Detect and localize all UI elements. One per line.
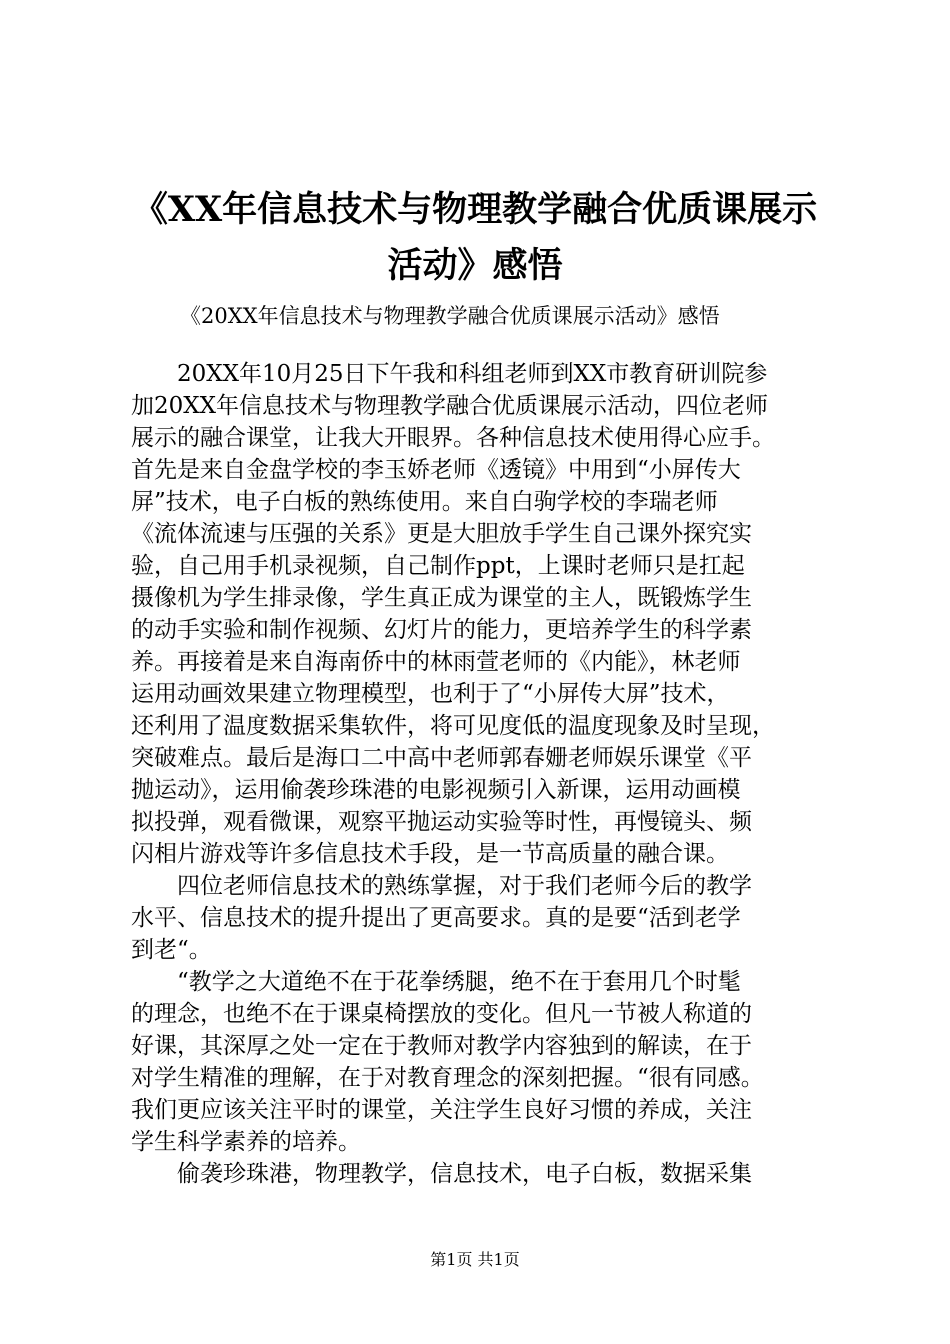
- document-title-line-2: 活动》感悟: [387, 245, 563, 286]
- body-line: 学生科学素养的培养。: [131, 1129, 361, 1155]
- body-line: 20XX年10月25日下午我和科组老师到XX市教育研训院参: [131, 361, 768, 387]
- body-line: 展示的融合课堂，让我大开眼界。各种信息技术使用得心应手。: [131, 425, 775, 451]
- body-line: 屏”技术，电子白板的熟练使用。来自白驹学校的李瑞老师: [131, 489, 718, 515]
- body-line: 偷袭珍珠港，物理教学，信息技术，电子白板，数据采集: [131, 1161, 752, 1187]
- body-line: 摄像机为学生排录像，学生真正成为课堂的主人，既锻炼学生: [131, 585, 752, 611]
- body-line: 的动手实验和制作视频、幻灯片的能力，更培养学生的科学素: [131, 617, 752, 643]
- body-line: “教学之大道绝不在于花拳绣腿，绝不在于套用几个时髦: [131, 969, 741, 995]
- document-title-line-1: 《XX年信息技术与物理教学融合优质课展示: [132, 189, 818, 230]
- body-line: 突破难点。最后是海口二中高中老师郭春姗老师娱乐课堂《平: [131, 745, 752, 771]
- body-line: 养。再接着是来自海南侨中的林雨萱老师的《内能》，林老师: [131, 649, 741, 675]
- body-line: 好课，其深厚之处一定在于教师对教学内容独到的解读，在于: [131, 1033, 752, 1059]
- body-line: 四位老师信息技术的熟练掌握，对于我们老师今后的教学: [131, 873, 752, 899]
- body-line: 验，自己用手机录视频，自己制作ppt，上课时老师只是扛起: [131, 553, 745, 579]
- body-line: 我们更应该关注平时的课堂，关注学生良好习惯的养成，关注: [131, 1097, 752, 1123]
- body-line: 运用动画效果建立物理模型，也利于了“小屏传大屏”技术，: [131, 681, 730, 707]
- body-line: 到老“。: [131, 937, 212, 963]
- body-line: 拟投弹，观看微课，观察平抛运动实验等时性，再慢镜头、频: [131, 809, 752, 835]
- body-line: 首先是来自金盘学校的李玉娇老师《透镜》中用到“小屏传大: [131, 457, 741, 483]
- document-subtitle: 《20XX年信息技术与物理教学融合优质课展示活动》感悟: [180, 304, 720, 328]
- body-line: 《流体流速与压强的关系》更是大胆放手学生自己课外探究实: [131, 521, 752, 547]
- page-footer: 第1页 共1页: [430, 1250, 520, 1269]
- body-line: 对学生精准的理解，在于对教育理念的深刻把握。“很有同感。: [131, 1065, 764, 1091]
- body-line: 还利用了温度数据采集软件，将可见度低的温度现象及时呈现，: [131, 713, 775, 739]
- body-line: 闪相片游戏等许多信息技术手段，是一节高质量的融合课。: [131, 841, 729, 867]
- body-line: 的理念，也绝不在于课桌椅摆放的变化。但凡一节被人称道的: [131, 1001, 752, 1027]
- body-line: 加20XX年信息技术与物理教学融合优质课展示活动，四位老师: [131, 393, 769, 419]
- body-line: 水平、信息技术的提升提出了更高要求。真的是要“活到老学: [131, 905, 741, 931]
- body-line: 抛运动》，运用偷袭珍珠港的电影视频引入新课，运用动画模: [131, 777, 741, 803]
